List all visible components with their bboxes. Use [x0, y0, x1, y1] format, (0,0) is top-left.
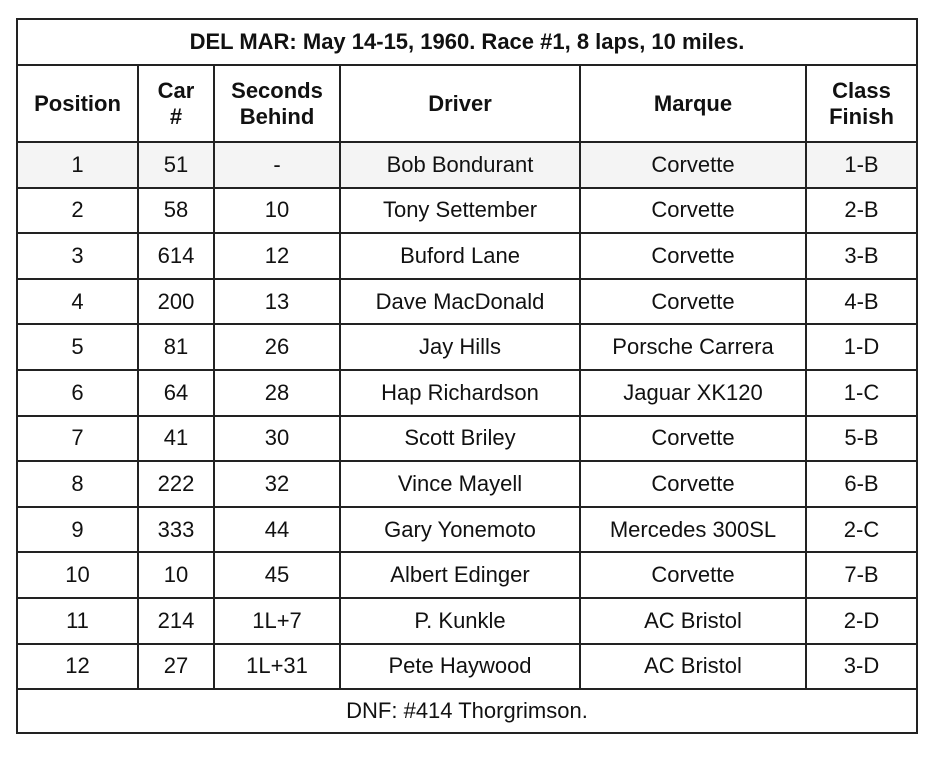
cell-driver: Vince Mayell — [340, 461, 580, 507]
cell-car-number: 200 — [138, 279, 214, 325]
header-position: Position — [18, 66, 138, 142]
table-row — [18, 324, 916, 370]
table-row — [18, 416, 916, 462]
header-seconds-behind — [214, 66, 340, 142]
table-row — [18, 370, 916, 416]
cell-car-number: 333 — [138, 507, 214, 553]
dnf-note: DNF: #414 Thorgrimson. — [346, 698, 588, 724]
cell-class-finish: 7-B — [806, 552, 916, 598]
cell-class-finish: 4-B — [806, 279, 916, 325]
race-title: DEL MAR: May 14-15, 1960. Race #1, 8 laps, 10 miles. — [18, 20, 916, 66]
cell-seconds-behind: - — [214, 142, 340, 188]
results-table — [18, 66, 916, 690]
cell-seconds-behind: 45 — [214, 552, 340, 598]
cell-marque: Corvette — [580, 552, 806, 598]
cell-marque: Jaguar XK120 — [580, 370, 806, 416]
cell-seconds-behind: 1L+7 — [214, 598, 340, 644]
cell-seconds-behind: 26 — [214, 324, 340, 370]
cell-class-finish: 2-C — [806, 507, 916, 553]
cell-class-finish: 1-D — [806, 324, 916, 370]
header-class-line2: Finish — [829, 103, 894, 129]
cell-marque: Porsche Carrera — [580, 324, 806, 370]
cell-marque: Corvette — [580, 188, 806, 234]
header-marque: Marque — [580, 66, 806, 142]
cell-position: 4 — [18, 279, 138, 325]
cell-car-number: 58 — [138, 188, 214, 234]
cell-position: 12 — [18, 644, 138, 690]
cell-class-finish: 2-D — [806, 598, 916, 644]
header-car — [138, 66, 214, 142]
cell-seconds-behind: 13 — [214, 279, 340, 325]
cell-position: 11 — [18, 598, 138, 644]
cell-driver: Tony Settember — [340, 188, 580, 234]
cell-driver: Buford Lane — [340, 233, 580, 279]
header-car-line1: Car — [157, 77, 195, 103]
cell-car-number: 27 — [138, 644, 214, 690]
cell-marque: Corvette — [580, 142, 806, 188]
cell-seconds-behind: 12 — [214, 233, 340, 279]
cell-class-finish: 5-B — [806, 416, 916, 462]
table-row — [18, 142, 916, 188]
cell-car-number: 41 — [138, 416, 214, 462]
cell-seconds-behind: 10 — [214, 188, 340, 234]
header-seconds-line1: Seconds — [231, 77, 323, 103]
header-seconds-line2: Behind — [239, 103, 315, 129]
cell-class-finish: 2-B — [806, 188, 916, 234]
header-class-finish — [806, 66, 916, 142]
table-row — [18, 598, 916, 644]
cell-position: 1 — [18, 142, 138, 188]
cell-marque: Corvette — [580, 279, 806, 325]
cell-driver: P. Kunkle — [340, 598, 580, 644]
cell-position: 9 — [18, 507, 138, 553]
results-body — [18, 142, 916, 689]
cell-position: 5 — [18, 324, 138, 370]
cell-position: 2 — [18, 188, 138, 234]
header-driver: Driver — [340, 66, 580, 142]
cell-class-finish: 3-B — [806, 233, 916, 279]
cell-car-number: 222 — [138, 461, 214, 507]
cell-seconds-behind: 1L+31 — [214, 644, 340, 690]
cell-marque: Mercedes 300SL — [580, 507, 806, 553]
cell-marque: AC Bristol — [580, 644, 806, 690]
cell-driver: Pete Haywood — [340, 644, 580, 690]
cell-driver: Albert Edinger — [340, 552, 580, 598]
results-sheet — [16, 18, 918, 734]
table-row — [18, 507, 916, 553]
cell-seconds-behind: 44 — [214, 507, 340, 553]
cell-seconds-behind: 32 — [214, 461, 340, 507]
cell-position: 7 — [18, 416, 138, 462]
cell-marque: Corvette — [580, 416, 806, 462]
cell-marque: Corvette — [580, 461, 806, 507]
table-row — [18, 552, 916, 598]
cell-car-number: 10 — [138, 552, 214, 598]
cell-position: 3 — [18, 233, 138, 279]
cell-position: 8 — [18, 461, 138, 507]
cell-car-number: 51 — [138, 142, 214, 188]
cell-class-finish: 6-B — [806, 461, 916, 507]
cell-marque: AC Bristol — [580, 598, 806, 644]
cell-driver: Jay Hills — [340, 324, 580, 370]
header-row — [18, 66, 916, 142]
cell-position: 6 — [18, 370, 138, 416]
table-row — [18, 461, 916, 507]
cell-seconds-behind: 30 — [214, 416, 340, 462]
cell-driver: Bob Bondurant — [340, 142, 580, 188]
header-class-line1: Class — [832, 77, 891, 103]
cell-car-number: 614 — [138, 233, 214, 279]
table-row — [18, 233, 916, 279]
cell-seconds-behind: 28 — [214, 370, 340, 416]
cell-car-number: 81 — [138, 324, 214, 370]
cell-driver: Hap Richardson — [340, 370, 580, 416]
table-row — [18, 188, 916, 234]
header-car-line2: # — [169, 103, 183, 129]
cell-marque: Corvette — [580, 233, 806, 279]
cell-class-finish: 1-C — [806, 370, 916, 416]
table-row — [18, 644, 916, 690]
cell-car-number: 214 — [138, 598, 214, 644]
cell-driver: Gary Yonemoto — [340, 507, 580, 553]
cell-driver: Scott Briley — [340, 416, 580, 462]
table-row — [18, 279, 916, 325]
cell-position: 10 — [18, 552, 138, 598]
cell-class-finish: 3-D — [806, 644, 916, 690]
cell-class-finish: 1-B — [806, 142, 916, 188]
cell-driver: Dave MacDonald — [340, 279, 580, 325]
cell-car-number: 64 — [138, 370, 214, 416]
